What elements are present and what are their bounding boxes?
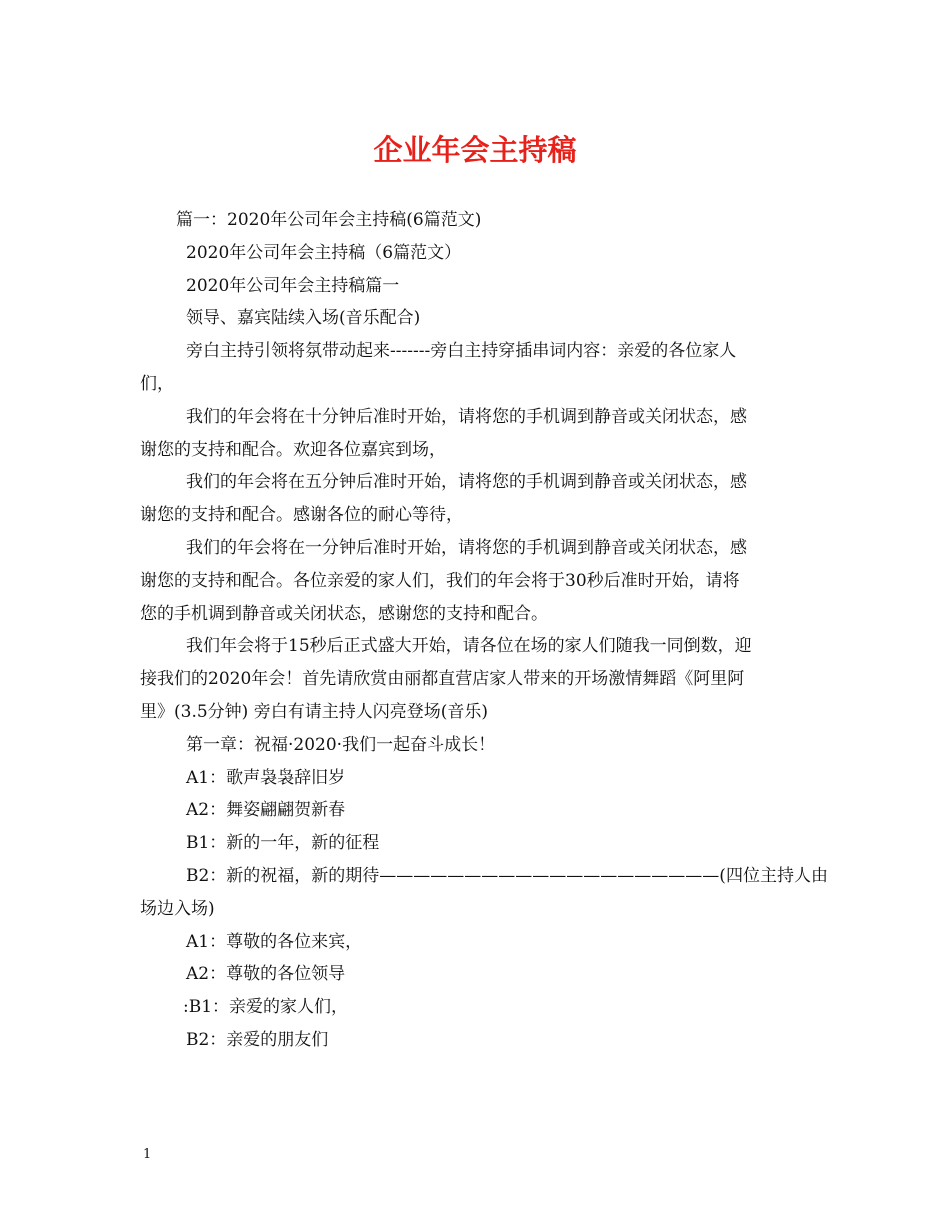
text-line: B1：新的一年，新的征程 [186, 833, 380, 854]
page-title: 企业年会主持稿 [373, 133, 577, 167]
text-line: 场边入场) [140, 898, 215, 919]
text-line: 接我们的2020年会！首先请欣赏由丽都直营店家人带来的开场激情舞蹈《阿里阿 [140, 669, 745, 690]
text-line: 领导、嘉宾陆续入场(音乐配合) [186, 308, 421, 329]
text-line: 2020年公司年会主持稿篇一 [186, 275, 400, 296]
text-line: 谢您的支持和配合。感谢各位的耐心等待， [140, 505, 463, 526]
text-line: 我们的年会将在五分钟后准时开始，请将您的手机调到静音或关闭状态，感 [186, 472, 747, 493]
text-line: 我们的年会将在一分钟后准时开始，请将您的手机调到静音或关闭状态，感 [186, 537, 747, 558]
text-line: B2：新的祝福，新的期待————————————————————(四位主持人由 [186, 865, 828, 886]
text-line: 里》(3.5分钟) 旁白有请主持人闪亮登场(音乐) [140, 701, 488, 722]
text-line: 篇一：2020年公司年会主持稿(6篇范文) [176, 210, 482, 230]
text-line: A1：歌声袅袅辞旧岁 [186, 767, 346, 788]
page-number: 1 [143, 1147, 152, 1162]
text-line: 们， [140, 373, 174, 394]
text-line: A2：舞姿翩翩贺新春 [186, 800, 346, 821]
text-line: 第一章：祝福·2020·我们一起奋斗成长！ [186, 734, 496, 755]
text-line: 2020年公司年会主持稿（6篇范文） [186, 242, 462, 263]
text-line: :B1：亲爱的家人们， [183, 997, 349, 1018]
text-line: 您的手机调到静音或关闭状态，感谢您的支持和配合。 [140, 603, 548, 624]
text-line: 谢您的支持和配合。欢迎各位嘉宾到场， [140, 439, 446, 460]
text-line: A2：尊敬的各位领导 [186, 964, 346, 985]
text-line: A1：尊敬的各位来宾， [186, 931, 363, 952]
text-line: 旁白主持引领将氛带动起来-------旁白主持穿插串词内容：亲爱的各位家人 [186, 341, 737, 362]
text-line: 我们的年会将在十分钟后准时开始，请将您的手机调到静音或关闭状态，感 [186, 406, 747, 427]
document-body [140, 204, 828, 1057]
text-line: 我们年会将于15秒后正式盛大开始，请各位在场的家人们随我一同倒数，迎 [186, 636, 752, 657]
text-line: 谢您的支持和配合。各位亲爱的家人们，我们的年会将于30秒后准时开始，请将 [140, 570, 740, 591]
text-line: B2：亲爱的朋友们 [186, 1029, 329, 1050]
